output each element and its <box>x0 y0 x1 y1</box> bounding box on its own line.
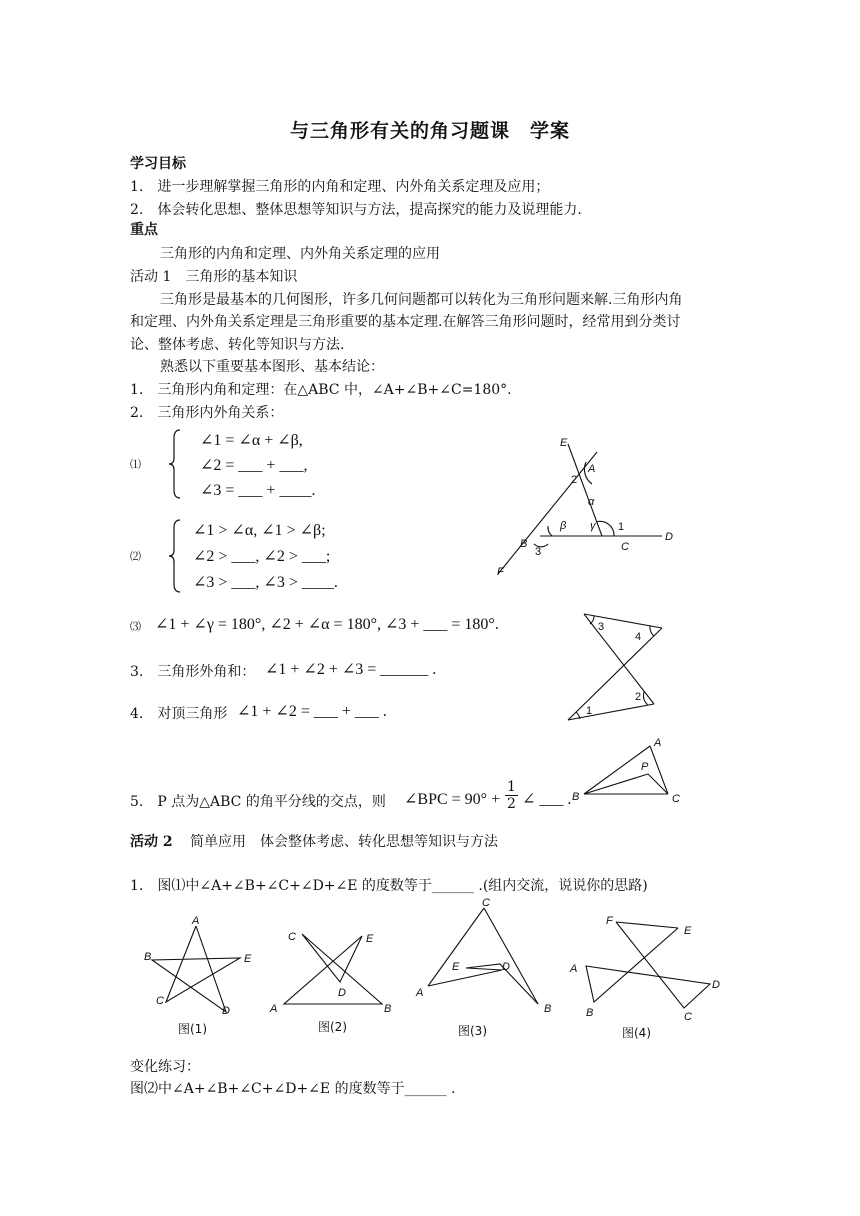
fig-p-label-a: A <box>654 737 662 749</box>
fig2-label-c: C <box>288 931 296 943</box>
fig3-label-c: C <box>482 897 490 909</box>
fig-bowtie-label-1: 1 <box>586 705 593 717</box>
figure-1-caption: 图(1) <box>178 1022 207 1036</box>
activity1-heading: 活动 1 三角形的基本知识 <box>130 269 298 285</box>
fig-main-label-gamma: γ <box>590 520 596 532</box>
fig3-label-a: A <box>416 987 424 999</box>
sub2-label: ⑵ <box>130 550 141 563</box>
goal-item-2: 2. 体会转化思想、整体思想等知识与方法，提高探究的能力及说理能力. <box>130 202 582 218</box>
fig-bowtie-label-4: 4 <box>635 631 642 643</box>
figure-4 <box>566 908 726 1024</box>
figure-2-caption: 图(2) <box>318 1020 347 1034</box>
fig1-label-b: B <box>144 951 152 963</box>
sub2-line3: ∠3 > ___, ∠3 > ____. <box>193 574 338 591</box>
fig4-label-d: D <box>712 979 720 991</box>
figure-3 <box>410 894 560 1018</box>
fig-main-label-e: E <box>560 437 568 449</box>
fig1-label-e: E <box>244 953 252 965</box>
fig2-label-e: E <box>366 933 374 945</box>
item5-frac-numerator: 1 <box>507 779 516 795</box>
fig1-label-c: C <box>156 995 164 1007</box>
fig-p-label-b: B <box>572 791 580 803</box>
sub3-label: ⑶ <box>130 620 141 633</box>
key-heading: 重点 <box>130 222 158 238</box>
activity2-heading: 活动 2 <box>130 834 173 850</box>
activity1-item-5-expr: ∠BPC = 90° + <box>404 791 501 808</box>
fig2-label-a: A <box>270 1003 278 1012</box>
sub2-brace <box>168 518 182 594</box>
page-title: 与三角形有关的角习题课 学案 <box>290 120 571 142</box>
sub1-line1: ∠1 = ∠α + ∠β, <box>200 432 303 449</box>
sub2-line2: ∠2 > ___, ∠2 > ___; <box>193 548 331 565</box>
triangle-exterior-angles-figure <box>490 432 690 582</box>
variation-heading: 变化练习： <box>130 1059 200 1075</box>
fig1-label-d: D <box>222 1005 230 1017</box>
activity2-item-1: 1. 图⑴中∠A+∠B+∠C+∠D+∠E 的度数等于______ .(组内交流，说说你的思路) <box>130 878 648 894</box>
figure-4-caption: 图(4) <box>622 1026 651 1040</box>
activity1-para-line3: 论、整体考虑、转化等知识与方法. <box>130 337 345 353</box>
activity1-item-2: 2. 三角形内外角关系： <box>130 405 284 421</box>
activity1-para-line1: 三角形是最基本的几何图形，许多几何问题都可以转化为三角形问题来解.三角形内角 <box>160 292 683 308</box>
vertical-triangles-figure <box>562 608 672 726</box>
fig-p-label-p: P <box>641 761 649 773</box>
fig-p-label-c: C <box>672 793 680 805</box>
goals-heading: 学习目标 <box>130 156 186 172</box>
fig-main-label-c: C <box>621 541 629 553</box>
sub1-line3: ∠3 = ___ + ____. <box>200 482 316 499</box>
fig-main-label-b: B <box>520 538 528 550</box>
activity1-item-3-expr: ∠1 + ∠2 + ∠3 = ______ . <box>265 661 437 678</box>
angle-bisector-figure <box>570 732 690 806</box>
activity1-item-5-tail: ∠ ___ . <box>522 791 572 808</box>
sub2-line1: ∠1 > ∠α, ∠1 > ∠β; <box>193 522 326 539</box>
fig-bowtie-label-2: 2 <box>635 691 642 703</box>
fig4-label-e: E <box>684 925 692 937</box>
fig3-label-e: E <box>452 961 460 973</box>
sub1-brace <box>168 428 182 500</box>
fig-main-label-f: F <box>497 566 504 578</box>
item5-fraction <box>505 779 518 812</box>
activity1-item-4: 4. 对顶三角形 <box>130 706 228 722</box>
fig-main-label-d: D <box>665 531 673 543</box>
fig-main-label-3: 3 <box>535 546 542 558</box>
key-text: 三角形的内角和定理、内外角关系定理的应用 <box>160 246 440 262</box>
fig-main-label-2: 2 <box>571 474 578 486</box>
activity1-item-3: 3. 三角形外角和： <box>130 664 256 680</box>
fig3-label-b: B <box>544 1003 552 1015</box>
activity1-item-1: 1. 三角形内角和定理：在△ABC 中，∠A+∠B+∠C=180°. <box>130 382 512 398</box>
fig-main-label-a: A <box>588 463 596 475</box>
sub3-line: ∠1 + ∠γ = 180°, ∠2 + ∠α = 180°, ∠3 + ___ = 180°. <box>155 616 499 633</box>
fig-main-label-alpha: α <box>588 496 595 508</box>
goal-item-1: 1. 进一步理解掌握三角形的内角和定理、内外角关系定理及应用； <box>130 179 550 195</box>
fig2-label-d: D <box>338 987 346 999</box>
fig2-label-b: B <box>384 1003 392 1012</box>
figure-1-star <box>140 910 260 1020</box>
fig4-label-b: B <box>586 1007 594 1019</box>
activity1-item-4-expr: ∠1 + ∠2 = ___ + ___ . <box>237 703 387 720</box>
figure-3-caption: 图(3) <box>458 1024 487 1038</box>
fig4-label-f: F <box>606 915 613 927</box>
fig1-label-a: A <box>192 915 200 927</box>
fig-main-label-1: 1 <box>618 521 625 533</box>
sub1-label: ⑴ <box>130 458 141 471</box>
fig4-label-a: A <box>570 963 578 975</box>
familiar-text: 熟悉以下重要基本图形、基本结论： <box>160 359 384 375</box>
figure-2 <box>266 922 396 1012</box>
fig-bowtie-label-3: 3 <box>598 621 605 633</box>
item5-frac-denominator: 2 <box>507 796 516 812</box>
variation-question: 图⑵中∠A+∠B+∠C+∠D+∠E 的度数等于______ . <box>130 1081 456 1097</box>
fig4-label-c: C <box>684 1011 692 1023</box>
sub1-line2: ∠2 = ___ + ___, <box>200 457 308 474</box>
activity2-heading-rest: 简单应用 体会整体考虑、转化思想等知识与方法 <box>190 834 498 850</box>
fig-main-label-beta: β <box>560 520 567 532</box>
fig3-label-d: D <box>502 961 510 973</box>
activity1-item-5: 5. P 点为△ABC 的角平分线的交点，则 <box>130 794 386 810</box>
activity1-para-line2: 和定理、内外角关系定理是三角形重要的基本定理.在解答三角形问题时，经常用到分类讨 <box>130 314 681 330</box>
